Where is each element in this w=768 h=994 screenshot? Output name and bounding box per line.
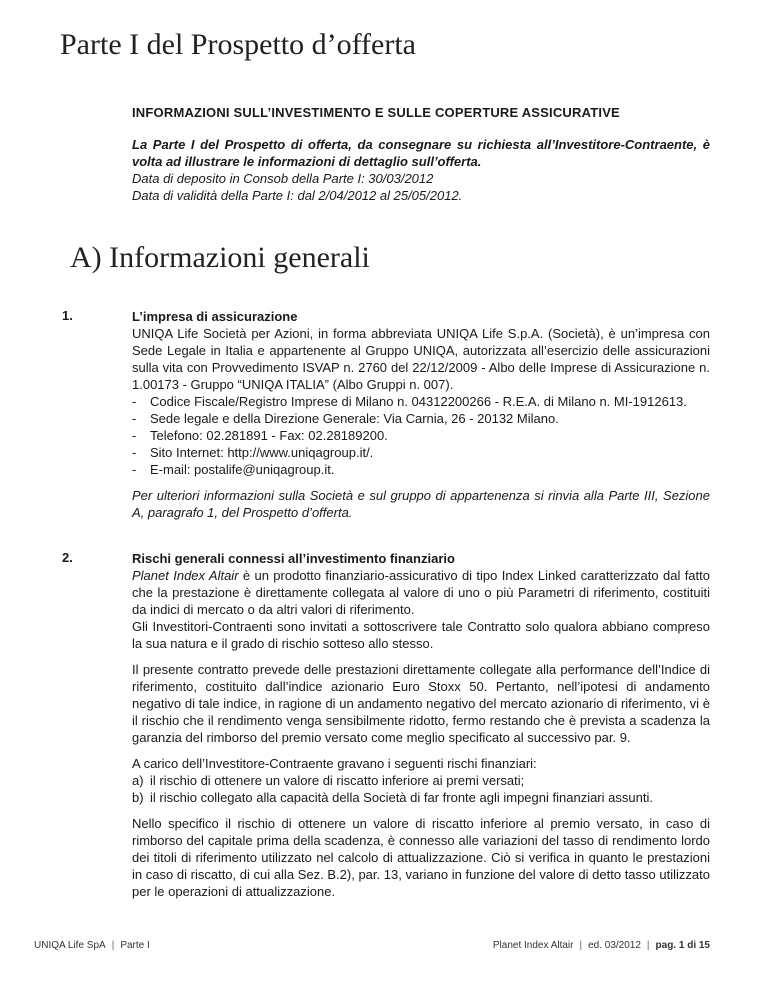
list-item: - Codice Fiscale/Registro Imprese di Milano n. 04312200266 - R.E.A. di Milano n. MI-1912613. (132, 394, 687, 409)
list-item: a) il rischio di ottenere un valore di riscatto inferiore ai premi versati; (132, 773, 525, 788)
section-2-paragraph-1b: Gli Investitori-Contraenti sono invitati a sottoscrivere tale Contratto solo qualora abbiano compreso la sua natura e il grado di rischio sotteso allo stesso. (132, 619, 710, 651)
deposit-date: Data di deposito in Consob della Parte I: 30/03/2012 (132, 171, 434, 186)
list-item: - Sede legale e della Direzione Generale: Via Carnia, 26 - 20132 Milano. (132, 411, 559, 426)
section-2-number: 2. (62, 550, 73, 565)
document-title: Parte I del Prospetto d’offerta (60, 28, 417, 61)
section-1 (132, 308, 710, 521)
list-item: - E-mail: postalife@uniqagroup.it. (132, 462, 335, 477)
product-name: Planet Index Altair (132, 568, 239, 583)
footer-product: Planet Index Altair (492, 940, 574, 951)
section-2 (132, 550, 710, 900)
section-1-body: UNIQA Life Società per Azioni, in forma abbreviata UNIQA Life S.p.A. (Società), è un’impresa con Sede Legale in Italia e appartenente al Gruppo UNIQA, autorizzata all’esercizio delle assicurazioni sulla vita con Provvedimento ISVAP n. 2760 del 22/12/2009 - Albo delle Imprese di Assicurazione n. 1.00173 - Gruppo “UNIQA ITALIA” (Albo Gruppi n. 007). (132, 326, 710, 392)
intro-text: La Parte I del Prospetto di offerta, da consegnare su richiesta all’Investitore-Contraente, è volta ad illustrare le informazioni di dettaglio sull’offerta. (132, 137, 710, 169)
section-2-paragraph-4: Nello specifico il rischio di ottenere un valore di riscatto inferiore al premio versato, in caso di rimborso del capitale prima della scadenza, è connesso alle variazioni del tasso di rendimento lordo dei titoli di riferimento utilizzato nel calcolo di attualizzazione. Ciò si verifica in quanto le prestazioni in caso di riscatto, di cui alla Sez. B.2), par. 13, variano in funzione del valore di detto tasso utilizzato per le operazioni di attualizzazione. (132, 816, 710, 899)
list-item: - Sito Internet: http://www.uniqagroup.it/. (132, 445, 374, 460)
footer-left: UNIQA Life SpA | Parte I (34, 940, 150, 951)
section-2-paragraph-2: Il presente contratto prevede delle prestazioni direttamente collegate alla performance dell’Indice di riferimento, costituito dall’indice azionario Euro Stoxx 50. Pertanto, nell’ipotesi di andamento negativo di tale indice, in ragione di un andamento negativo del mercato azionario di riferimento, vi è il rischio che il rendimento venga sensibilmente ridotto, fermo restando che è prevista a scadenza la garanzia del rimborso del premio versato come meglio specificato al successivo par. 9. (132, 662, 710, 745)
section-1-number: 1. (62, 308, 73, 323)
section-2-title: Rischi generali connessi all’investimento finanziario (132, 551, 455, 566)
section-2-paragraph-3: A carico dell’Investitore-Contraente gravano i seguenti rischi finanziari: (132, 756, 537, 771)
section-a-title: A) Informazioni generali (70, 241, 370, 274)
validity-date: Data di validità della Parte I: dal 2/04/2012 al 25/05/2012. (132, 188, 463, 203)
footer-right: Planet Index Altair | ed. 03/2012 | pag. 1 di 15 (492, 940, 710, 951)
section-1-note: Per ulteriori informazioni sulla Società e sul gruppo di appartenenza si rinvia alla Parte III, Sezione A, paragrafo 1, del Prospetto d’offerta. (132, 488, 710, 520)
section-1-title: L’impresa di assicurazione (132, 309, 298, 324)
page-number: pag. 1 di 15 (655, 940, 710, 951)
footer-part: Parte I (120, 940, 150, 951)
section-heading: INFORMAZIONI SULL’INVESTIMENTO E SULLE COPERTURE ASSICURATIVE (132, 105, 620, 120)
section-2-paragraph-1: Planet Index Altair è un prodotto finanziario-assicurativo di tipo Index Linked caratterizzato dal fatto che la prestazione è direttamente collegata al valore di uno o più Parametri di riferimento, costituiti da indici di mercato o da altri valori di riferimento. (132, 568, 710, 617)
footer-company: UNIQA Life SpA (34, 940, 106, 951)
list-item: b) il rischio collegato alla capacità della Società di far fronte agli impegni finanziari assunti. (132, 790, 653, 805)
footer-edition: ed. 03/2012 (588, 940, 641, 951)
list-item: - Telefono: 02.281891 - Fax: 02.28189200. (132, 428, 388, 443)
